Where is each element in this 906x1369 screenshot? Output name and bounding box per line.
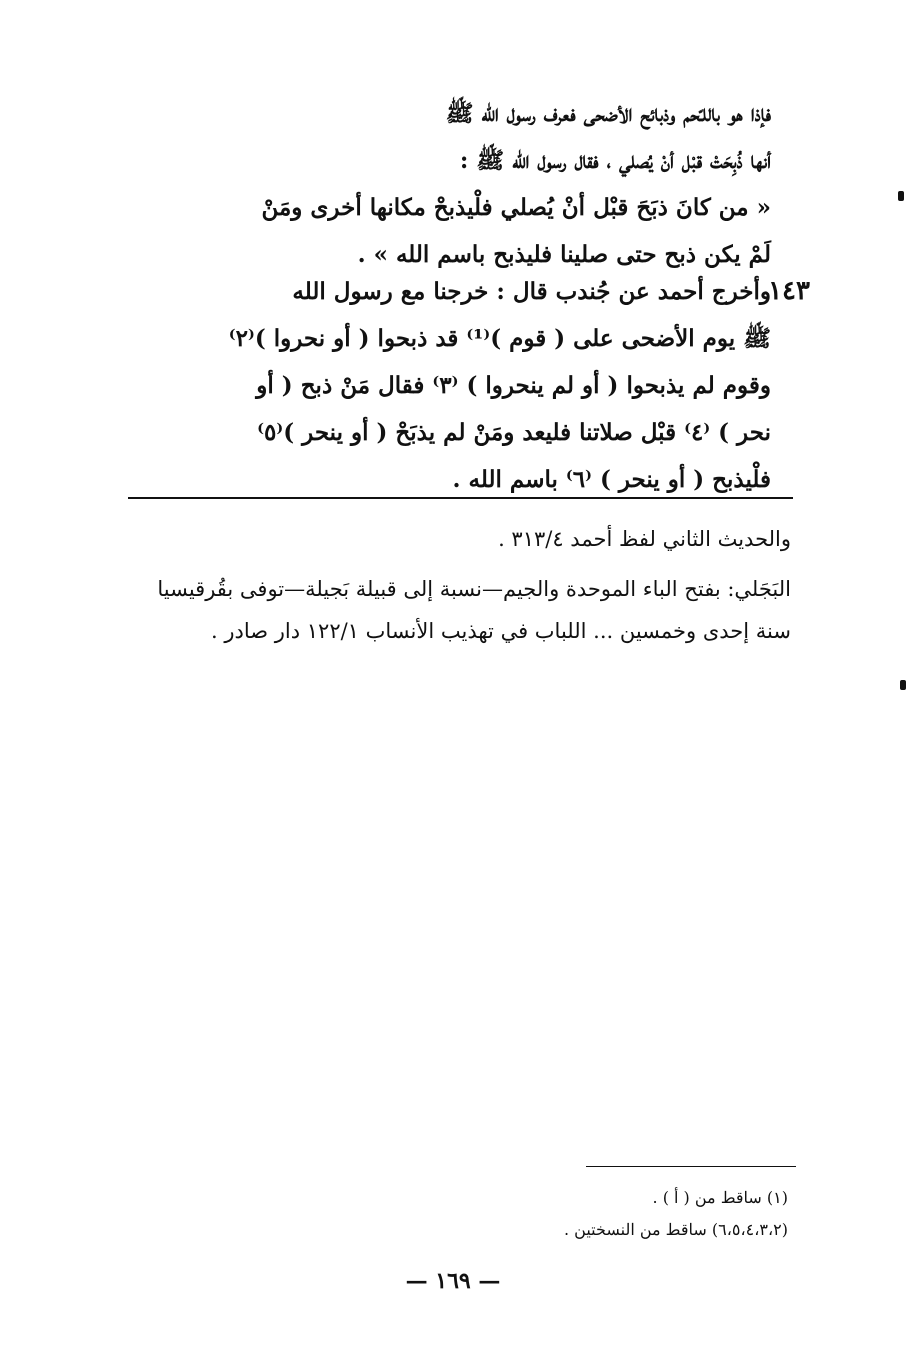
hadith-text-1: [241, 90, 771, 278]
footnotes: [388, 1182, 788, 1246]
text-line: فإذا هو باللـّحم وذبائح الأضحى فعرف رسول الله ﷺ: [445, 100, 771, 127]
footnote-divider: [586, 1166, 796, 1167]
hadith-number: ١٤٣: [768, 276, 810, 306]
footnote: (١) ساقط من ( أ ) .: [652, 1188, 788, 1207]
text-line: وقوم لم يذبحوا ( أو لم ينحروا ) ⁽٣⁾ فقال مَنْ ذبح ( أو: [256, 372, 771, 399]
commentary-paragraph: [131, 568, 791, 652]
hadith-text-2: [228, 268, 771, 503]
footnote: (٦،٥،٤،٣،٢) ساقط من النسختين .: [564, 1220, 788, 1239]
text-line: وأخرج أحمد عن جُندب قال : خرجنا مع رسول الله: [292, 278, 771, 305]
text-line: لَمْ يكن ذبح حتى صلينا فليذبح باسم الله » .: [357, 241, 771, 268]
text-line: فلْيذبح ( أو ينحر ) ⁽٦⁾ باسم الله .: [452, 466, 771, 493]
text-line: أنها ذُبِحَتْ قبْل أنْ يُصلي ، فقال رسول الله ﷺ :: [459, 147, 771, 174]
text-line: نحر ) ⁽٤⁾ قبْل صلاتنا فليعد ومَنْ لم يذبَحْ ( أو ينحر )⁽٥⁾: [257, 419, 771, 446]
section-divider: [128, 497, 793, 499]
text-line: ﷺ يوم الأضحى على ( قوم )⁽¹⁾ قد ذبحوا ( أو نحروا )⁽٢⁾: [228, 325, 771, 352]
page-number: — ١٦٩ —: [405, 1268, 501, 1294]
margin-mark: [898, 191, 904, 201]
text-line: البَجَلي: بفتح الباء الموحدة والجيم—نسبة إلى قبيلة بَجيلة—توفى بقُرقيسيا: [157, 577, 791, 601]
commentary-line: والحديث الثاني لفظ أحمد ٣١٣/٤ .: [498, 527, 791, 551]
margin-mark: [900, 680, 906, 690]
text-line: سنة إحدى وخمسين ... اللباب في تهذيب الأنساب ١٢٢/١ دار صادر .: [211, 619, 791, 643]
text-line: « من كانَ ذبَحَ قبْل أنْ يُصلي فلْيذبحْ مكانها أخرى ومَنْ: [261, 194, 771, 221]
